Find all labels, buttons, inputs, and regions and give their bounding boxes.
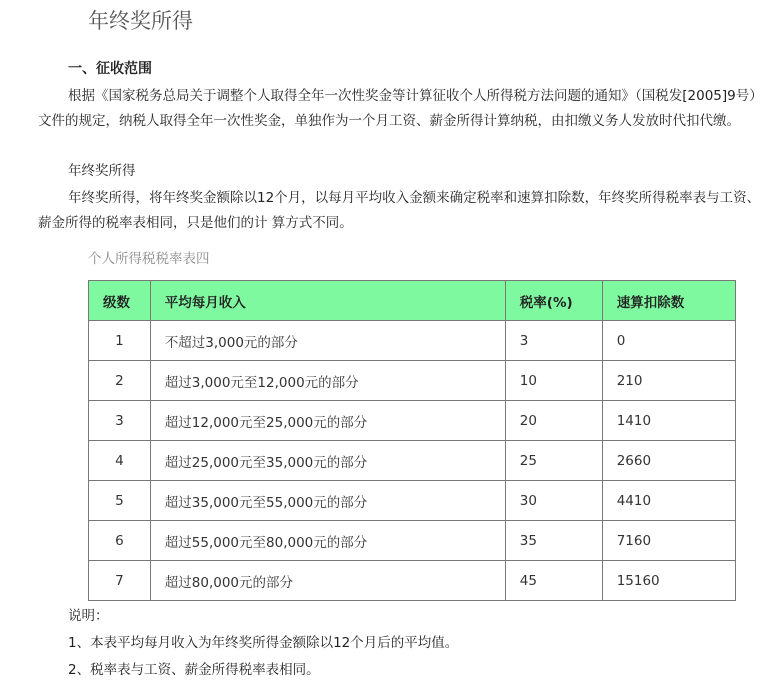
table-row xyxy=(89,321,736,361)
cell-income: 超过3,000元至12,000元的部分 xyxy=(150,361,505,401)
note-item-2: 2、税率表与工资、薪金所得税率表相同。 xyxy=(68,662,320,678)
cell-deduction: 15160 xyxy=(602,561,735,601)
cell-level: 4 xyxy=(89,441,151,481)
cell-level: 7 xyxy=(89,561,151,601)
table-row xyxy=(89,361,736,401)
table-caption: 个人所得税税率表四 xyxy=(88,251,210,267)
cell-income: 不超过3,000元的部分 xyxy=(150,321,505,361)
header-level: 级数 xyxy=(89,281,151,321)
paragraph-calculation: 年终奖所得，将年终奖金额除以12个月，以每月平均收入金额来确定税率和速算扣除数，年终奖所得税率表与工资、薪金所得的税率表相同，只是他们的计 算方式不同。 xyxy=(38,190,761,231)
page-title: 年终奖所得 xyxy=(88,9,193,33)
table-row xyxy=(89,561,736,601)
table-header-row xyxy=(89,281,736,321)
header-rate: 税率(%) xyxy=(505,281,602,321)
cell-deduction: 4410 xyxy=(602,481,735,521)
cell-rate: 30 xyxy=(505,481,602,521)
cell-level: 1 xyxy=(89,321,151,361)
cell-deduction: 1410 xyxy=(602,401,735,441)
table-row xyxy=(89,521,736,561)
cell-income: 超过25,000元至35,000元的部分 xyxy=(150,441,505,481)
table-row xyxy=(89,481,736,521)
header-deduction: 速算扣除数 xyxy=(602,281,735,321)
cell-deduction: 210 xyxy=(602,361,735,401)
cell-income: 超过12,000元至25,000元的部分 xyxy=(150,401,505,441)
cell-income: 超过80,000元的部分 xyxy=(150,561,505,601)
cell-level: 2 xyxy=(89,361,151,401)
header-income: 平均每月收入 xyxy=(150,281,505,321)
cell-rate: 25 xyxy=(505,441,602,481)
cell-rate: 45 xyxy=(505,561,602,601)
paragraph-subtitle: 年终奖所得 xyxy=(68,163,136,179)
note-item-1: 1、本表平均每月收入为年终奖所得金额除以12个月后的平均值。 xyxy=(68,635,459,651)
notes-label: 说明： xyxy=(68,608,109,624)
cell-rate: 35 xyxy=(505,521,602,561)
cell-rate: 10 xyxy=(505,361,602,401)
paragraph-regulation: 根据《国家税务总局关于调整个人取得全年一次性奖金等计算征收个人所得税方法问题的通知》（国税发[2005]9号）文件的规定，纳税人取得全年一次性奖金，单独作为一个月工资、薪金所得计算纳税，由扣缴义务人发放时代扣代缴。 xyxy=(38,88,763,129)
cell-income: 超过55,000元至80,000元的部分 xyxy=(150,521,505,561)
cell-deduction: 7160 xyxy=(602,521,735,561)
cell-rate: 3 xyxy=(505,321,602,361)
table-row xyxy=(89,401,736,441)
cell-deduction: 0 xyxy=(602,321,735,361)
cell-rate: 20 xyxy=(505,401,602,441)
tax-rate-table xyxy=(88,280,736,601)
cell-income: 超过35,000元至55,000元的部分 xyxy=(150,481,505,521)
section-heading: 一、征收范围 xyxy=(68,61,152,77)
notes-section xyxy=(68,603,458,684)
cell-level: 3 xyxy=(89,401,151,441)
cell-level: 5 xyxy=(89,481,151,521)
table-row xyxy=(89,441,736,481)
cell-level: 6 xyxy=(89,521,151,561)
cell-deduction: 2660 xyxy=(602,441,735,481)
